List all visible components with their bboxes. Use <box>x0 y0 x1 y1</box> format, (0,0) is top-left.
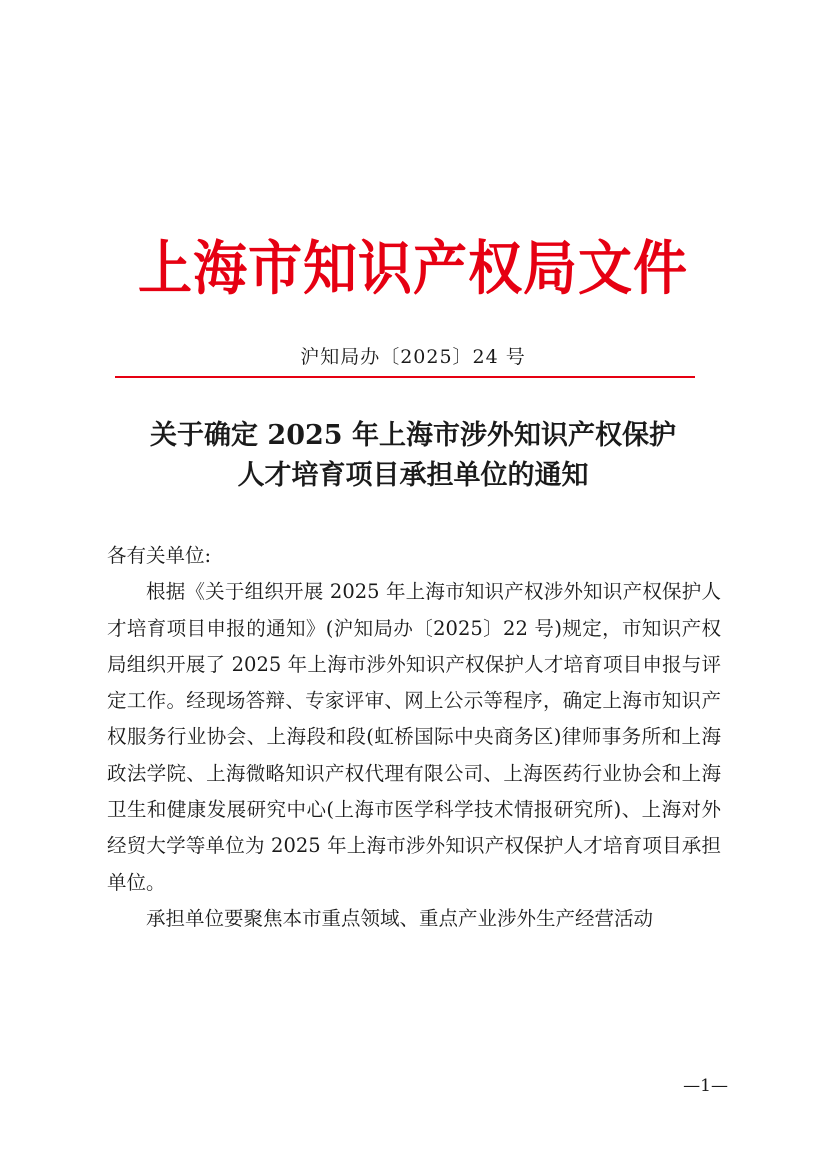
page-number: —1— <box>683 1076 728 1096</box>
notice-body <box>107 538 721 937</box>
red-divider-line <box>115 376 695 378</box>
notice-title <box>100 416 726 496</box>
notice-title-line-1: 关于确定 2025 年上海市涉外知识产权保护 <box>150 420 676 451</box>
body-paragraph: 根据《关于组织开展 2025 年上海市知识产权涉外知识产权保护人才培育项目申报的通知》(沪知局办〔2025〕22 号)规定，市知识产权局组织开展了 2025 年上海市涉外知识产权保护人才培育项目申报与评定工作。经现场答辩、专家评审、网上公示等程序，确定上海市知识产权服务行业协会、上海段和段(虹桥国际中央商务区)律师事务所和上海政法学院、上海微略知识产权代理有限公司、上海医药行业协会和上海卫生和健康发展研究中心(上海市医学科学技术情报研究所)、上海对外经贸大学等单位为 2025 年上海市涉外知识产权保护人才培育项目承担单位。 <box>107 580 721 894</box>
masthead-title: 上海市知识产权局文件 <box>138 233 688 303</box>
document-number: 沪知局办〔2025〕24 号 <box>300 346 526 368</box>
salutation: 各有关单位: <box>107 544 212 567</box>
body-paragraph: 承担单位要聚焦本市重点领域、重点产业涉外生产经营活动 <box>146 906 654 930</box>
notice-title-line-2: 人才培育项目承担单位的通知 <box>237 460 589 491</box>
